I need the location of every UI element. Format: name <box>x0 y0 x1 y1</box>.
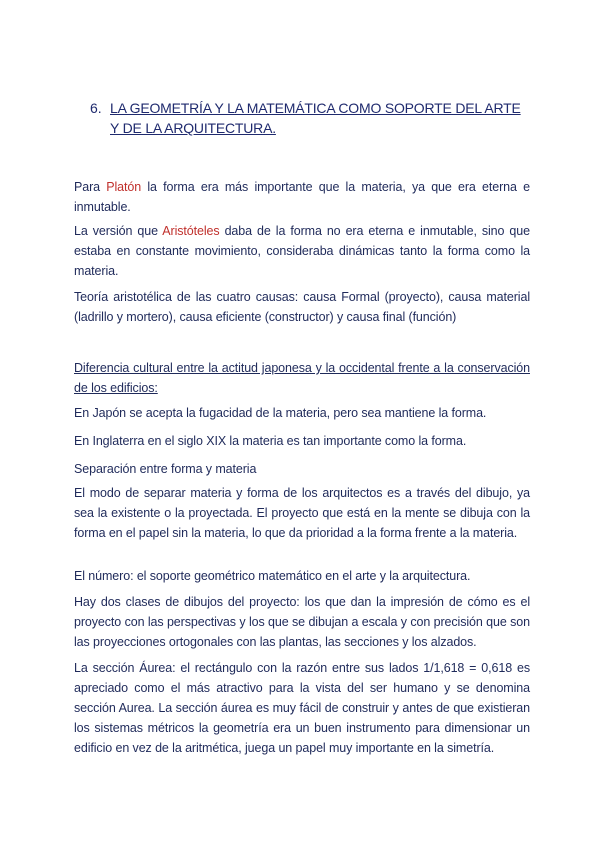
paragraph-aristoteles <box>74 221 530 281</box>
section-title <box>110 98 530 138</box>
paragraph-text: la forma era más importante que la materia, ya que era eterna e inmutable. <box>74 180 530 214</box>
paragraph-text: Para <box>74 180 107 194</box>
section-number: 6. <box>90 100 102 116</box>
paragraph-dibujos: Hay dos clases de dibujos del proyecto: los que dan la impresión de cómo es el proyecto con las perspectivas y los que se dibujan a escala y con precisión que son las proyecciones ortogonales con las plantas, las secciones y los alzados. <box>74 595 530 649</box>
subheading-diferencia-cultural: Diferencia cultural entre la actitud japonesa y la occidental frente a la conservación de los edificios: <box>74 361 530 395</box>
paragraph-numero: El número: el soporte geométrico matemático en el arte y la arquitectura. <box>74 569 471 583</box>
name-aristoteles: Aristóteles <box>162 224 220 238</box>
paragraph-text: La versión que <box>74 224 163 238</box>
paragraph-seccion-aurea: La sección Áurea: el rectángulo con la razón entre sus lados 1/1,618 = 0,618 es apreciado como el más atractivo para la vista del ser humano y se denomina sección Aurea. La sección áurea es muy fácil de construir y antes de que existieran los sistemas métricos la geometría era un buen instrumento para dimensionar un edificio en vez de la aritmética, juega un papel muy importante en la simetría. <box>74 661 530 755</box>
name-platon: Platón <box>106 180 142 194</box>
paragraph-text: daba de la forma no era eterna e inmutable, sino que estaba en constante movimiento, consideraba dinámicas tanto la forma como la materia. <box>74 224 530 278</box>
section-title-line2: Y DE LA ARQUITECTURA. <box>110 120 276 136</box>
paragraph-inglaterra: En Inglaterra en el siglo XIX la materia es tan importante como la forma. <box>74 434 467 448</box>
paragraph-modo-separar: El modo de separar materia y forma de los arquitectos es a través del dibujo, ya sea la existente o la proyectada. El proyecto que está en la mente se dibuja con la forma en el papel sin la materia, lo que da prioridad a la forma frente a la materia. <box>74 486 530 540</box>
paragraph-platon <box>74 177 530 217</box>
subheading-separacion: Separación entre forma y materia <box>74 462 257 476</box>
paragraph-cuatro-causas: Teoría aristotélica de las cuatro causas: causa Formal (proyecto), causa material (ladrillo y mortero), causa eficiente (constructor) y causa final (función) <box>74 290 530 324</box>
paragraph-japon: En Japón se acepta la fugacidad de la materia, pero sea mantiene la forma. <box>74 406 487 420</box>
section-title-line1: LA GEOMETRÍA Y LA MATEMÁTICA COMO SOPORTE DEL ARTE <box>110 100 521 116</box>
